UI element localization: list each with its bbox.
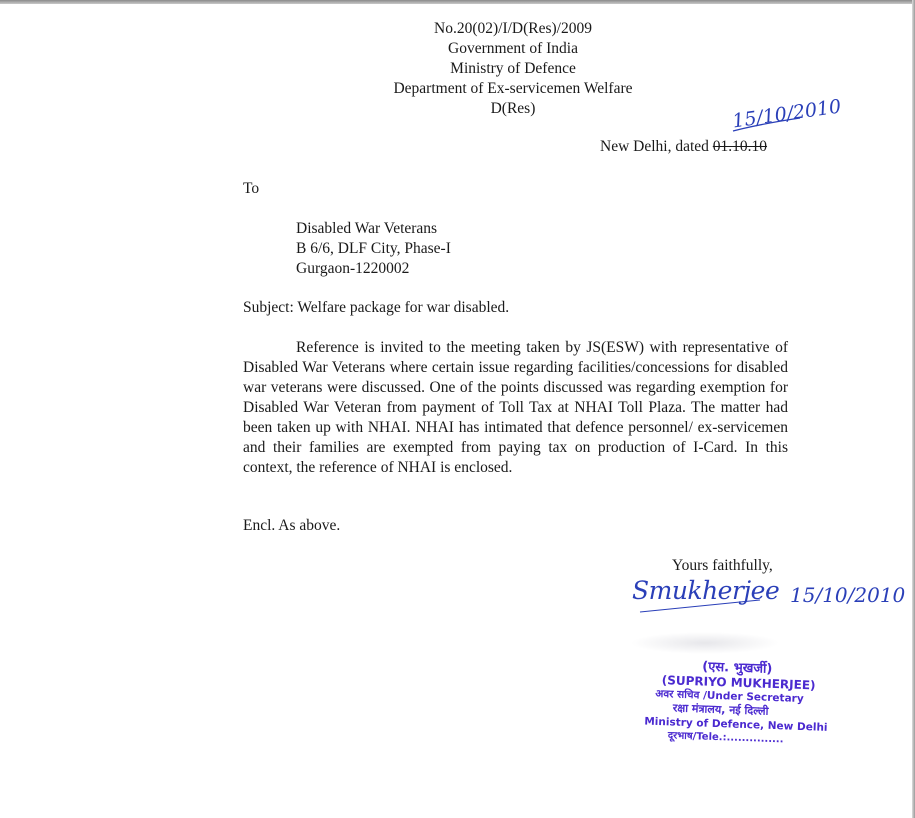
signature-date: 15/10/2010: [790, 583, 906, 607]
addressee-block: [296, 219, 451, 279]
closing-line: Yours faithfully,: [672, 557, 773, 574]
window-top-border: [0, 0, 915, 4]
addressee-line: B 6/6, DLF City, Phase-I: [296, 240, 451, 257]
reference-number: No.20(02)/I/D(Res)/2009: [434, 20, 592, 37]
handwritten-signature: Smukherjee: [632, 576, 780, 605]
stamp-ministry-hindi: रक्षा मंत्रालय, नई दिल्ली: [672, 701, 769, 718]
ministry-name: Ministry of Defence: [450, 60, 576, 77]
stamp-name: (SUPRIYO MUKHERJEE): [661, 673, 816, 693]
section-name: D(Res): [490, 100, 536, 117]
handwritten-date: 15/10/2010: [731, 95, 843, 133]
stamp-tele: दूरभाष/Tele.:...............: [667, 730, 784, 746]
typed-date: 01.10.10: [712, 138, 768, 155]
stamp-designation: अवर सचिव /Under Secretary: [655, 687, 804, 706]
faint-stamp-impression: [630, 632, 780, 654]
date-line: [600, 137, 767, 157]
enclosure-line: Encl. As above.: [243, 517, 341, 534]
letterhead: [318, 19, 708, 119]
subject-line: Subject: Welfare package for war disabled.: [243, 299, 510, 316]
stamp-hindi-name: (एस. भुखर्जी): [702, 659, 773, 677]
addressee-line: Disabled War Veterans: [296, 220, 438, 237]
department-name: Department of Ex-servicemen Welfare: [393, 80, 633, 97]
date-prefix: New Delhi, dated: [600, 138, 713, 155]
official-stamp: [644, 659, 847, 750]
addressee-line: Gurgaon-1220002: [296, 260, 410, 277]
stamp-ministry: Ministry of Defence, New Delhi: [644, 715, 828, 734]
body-paragraph: Reference is invited to the meeting taken by JS(ESW) with representative of Disabled War Veterans where certain issue regarding facilities/concessions for disabled war veterans were discussed. One of the points discussed was regarding exemption for Disabled War Veteran from payment of Toll Tax at NHAI Toll Plaza. The matter had been taken up with NHAI. NHAI has intimated that defence personnel/ ex-servicemen and their families are exempted from paying tax on production of I-Card. In this context, the reference of NHAI is enclosed.: [243, 339, 788, 476]
to-label: To: [243, 180, 260, 197]
government-name: Government of India: [448, 40, 578, 57]
